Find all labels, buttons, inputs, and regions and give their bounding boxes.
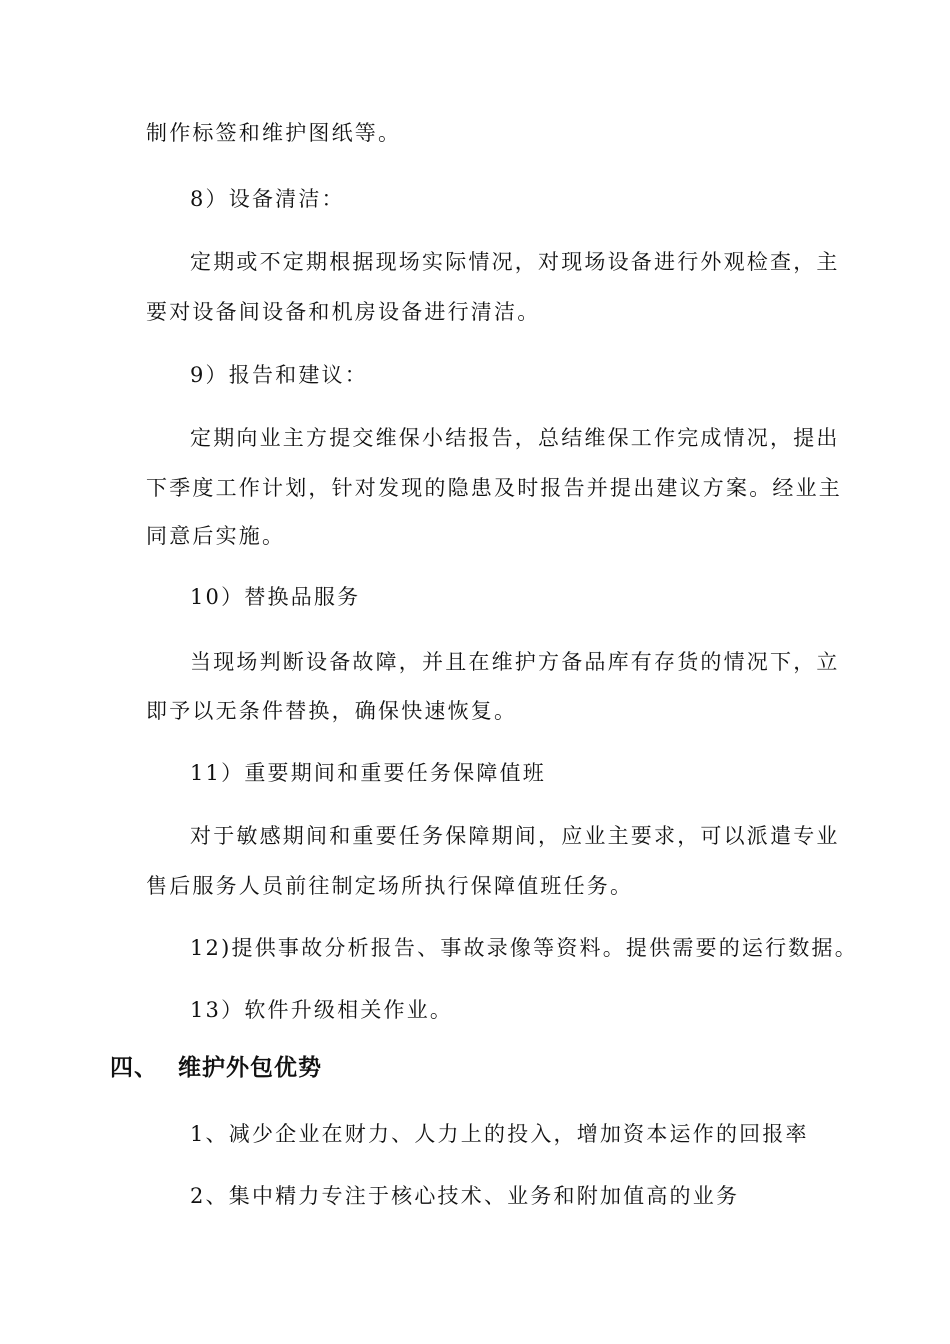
item-heading-replacement: 10）替换品服务 — [190, 585, 361, 609]
item-heading-incident-reports: 12)提供事故分析报告、事故录像等资料。提供需要的运行数据。 — [190, 936, 858, 960]
section-heading — [110, 1053, 322, 1083]
item-heading-software-upgrade: 13）软件升级相关作业。 — [190, 998, 454, 1022]
list-item: 1、减少企业在财力、人力上的投入，增加资本运作的回报率 — [190, 1122, 809, 1146]
paragraph-line: 同意后实施。 — [146, 524, 286, 548]
paragraph-line: 定期向业主方提交维保小结报告，总结维保工作完成情况，提出 — [190, 426, 840, 450]
item-heading-equipment-cleaning: 8）设备清洁： — [190, 187, 345, 211]
paragraph-line: 下季度工作计划，针对发现的隐患及时报告并提出建议方案。经业主 — [146, 476, 842, 500]
item-heading-reports: 9）报告和建议： — [190, 363, 368, 387]
section-number: 四、 — [110, 1055, 158, 1081]
paragraph-line: 定期或不定期根据现场实际情况，对现场设备进行外观检查，主 — [190, 250, 840, 274]
section-title: 维护外包优势 — [178, 1055, 322, 1081]
paragraph-line: 要对设备间设备和机房设备进行清洁。 — [146, 300, 541, 324]
paragraph-line: 对于敏感期间和重要任务保障期间，应业主要求，可以派遣专业 — [190, 824, 840, 848]
item-heading-duty: 11）重要期间和重要任务保障值班 — [190, 761, 546, 785]
list-item: 2、集中精力专注于核心技术、业务和附加值高的业务 — [190, 1184, 740, 1208]
paragraph-line: 售后服务人员前往制定场所执行保障值班任务。 — [146, 874, 634, 898]
paragraph-line: 即予以无条件替换，确保快速恢复。 — [146, 699, 518, 723]
paragraph-line: 当现场判断设备故障，并且在维护方备品库有存货的情况下，立 — [190, 650, 840, 674]
paragraph-line: 制作标签和维护图纸等。 — [146, 121, 402, 145]
